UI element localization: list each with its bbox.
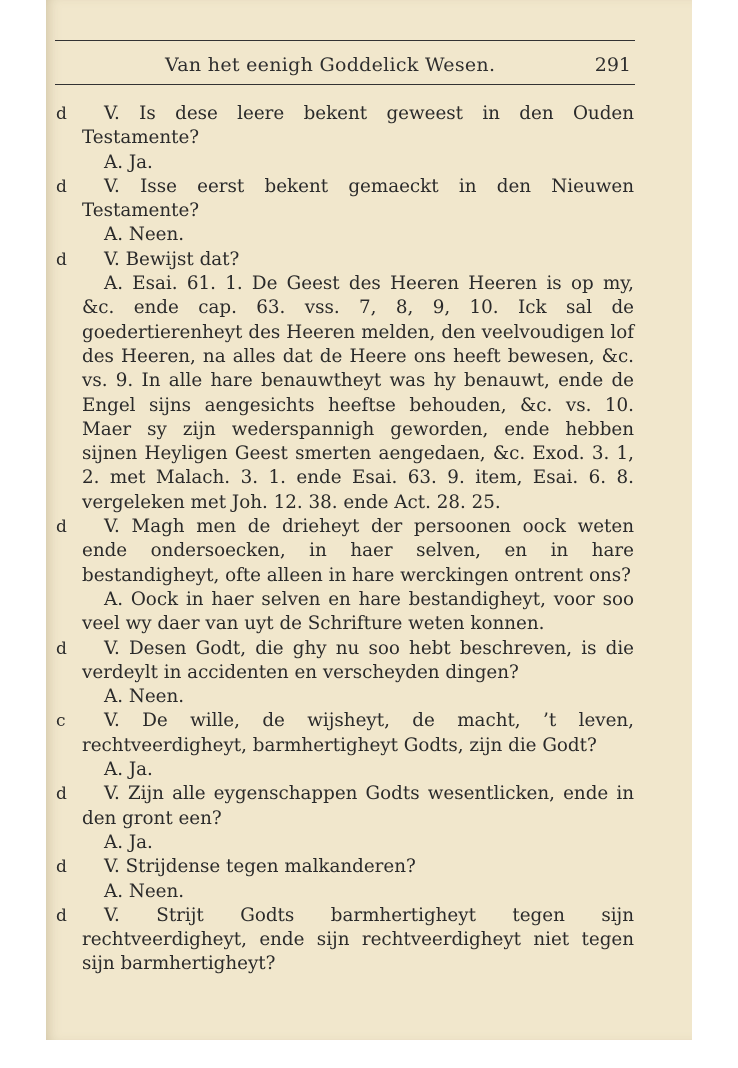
header-rule-top bbox=[55, 40, 635, 41]
answer-text: A. Oock in haer selven en hare bestandigheyt, voor soo veel wy daer van uyt de Schrifture weten konnen. bbox=[82, 588, 634, 635]
answer-text: A. Ja. bbox=[104, 151, 153, 173]
page-number: 291 bbox=[594, 54, 631, 76]
margin-marker: c bbox=[56, 711, 66, 732]
qa-entry bbox=[56, 709, 634, 782]
qa-entry bbox=[56, 637, 634, 710]
margin-marker: d bbox=[56, 905, 67, 926]
answer-text: A. Esai. 61. 1. De Geest des Heeren Heeren is op my, &c. ende cap. 63. vss. 7, 8, 9, 10. Ick sal de goedertierenheyt des Heeren melden, den veelvoudigen lof des Heeren, na alles dat de Heere ons heeft bewesen, &c. vs. 9. In alle hare benauwtheyt was hy benauwt, ende de Engel sijns aengesichts heeftse behouden, &c. vs. 10. Maer sy zijn wederspannigh geworden, ende hebben sijnen Heyligen Geest smerten aengedaen, &c. Exod. 3. 1, 2. met Malach. 3. 1. ende Esai. 63. 9. item, Esai. 6. 8. vergeleken met Joh. 12. 38. ende Act. 28. 25. bbox=[82, 273, 634, 513]
running-head bbox=[55, 54, 635, 78]
qa-entry bbox=[56, 782, 634, 855]
question-text: V. Bewijst dat? bbox=[104, 248, 240, 270]
margin-marker: d bbox=[56, 638, 67, 659]
question-text: V. Strijdense tegen malkanderen? bbox=[104, 856, 416, 878]
page-body bbox=[56, 102, 634, 977]
answer-text: A. Neen. bbox=[104, 686, 185, 708]
qa-entry bbox=[56, 248, 634, 515]
answer-text: A. Ja. bbox=[104, 759, 153, 781]
question-text: V. Magh men de drieheyt der persoonen oock weten ende ondersoecken, in haer selven, en in hare bestandigheyt, ofte alleen in hare werckingen ontrent ons? bbox=[82, 516, 634, 586]
margin-marker: d bbox=[56, 857, 67, 878]
question-text: V. Strijt Godts barmhertigheyt tegen sijn rechtveerdigheyt, ende sijn rechtveerdigheyt niet tegen sijn barmhertigheyt? bbox=[82, 904, 634, 975]
margin-marker: d bbox=[56, 249, 67, 270]
margin-marker: d bbox=[56, 176, 67, 197]
qa-entry bbox=[56, 102, 634, 175]
margin-marker: d bbox=[56, 517, 67, 538]
question-text: V. Isse eerst bekent gemaeckt in den Nieuwen Testamente? bbox=[82, 175, 634, 222]
question-text: V. Is dese leere bekent geweest in den Ouden Testamente? bbox=[82, 103, 634, 149]
running-head-title: Van het eenigh Goddelick Wesen. bbox=[165, 54, 496, 76]
qa-entry bbox=[56, 855, 634, 904]
question-text: V. Desen Godt, die ghy nu soo hebt beschreven, is die verdeylt in accidenten en verscheyden dingen? bbox=[82, 637, 634, 683]
margin-marker: d bbox=[56, 104, 67, 124]
qa-entry bbox=[56, 904, 634, 977]
answer-text: A. Ja. bbox=[104, 831, 153, 853]
qa-entry bbox=[56, 175, 634, 248]
question-text: V. Zijn alle eygenschappen Godts wesentlicken, ende in den gront een? bbox=[82, 783, 634, 829]
answer-text: A. Neen. bbox=[104, 224, 185, 246]
qa-entry bbox=[56, 515, 634, 636]
question-text: V. De wille, de wijsheyt, de macht, ’t leven, rechtveerdigheyt, barmhertigheyt Godts, zijn die Godt? bbox=[82, 710, 634, 756]
answer-text: A. Neen. bbox=[104, 880, 185, 902]
margin-marker: d bbox=[56, 784, 67, 805]
header-rule-bottom bbox=[55, 84, 635, 85]
